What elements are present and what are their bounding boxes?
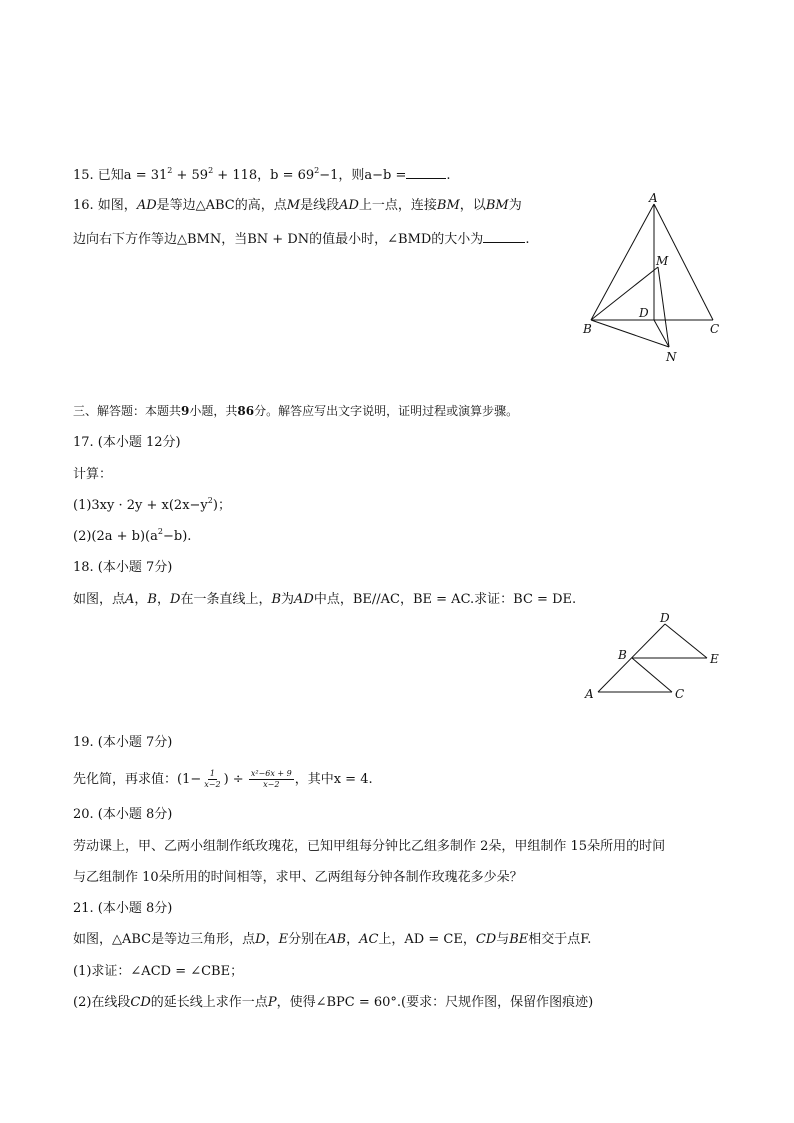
label-n: N [666,350,677,364]
segment-ab [591,204,654,320]
label-c: C [675,687,685,701]
label-c: C [710,322,720,336]
label-d: D [639,306,649,320]
answer-blank-16 [483,230,525,243]
label-d: D [660,611,670,625]
question-21-item-2: (2)在线段CD的延长线上求作一点P，使得∠BPC = 60°.(要求：尺规作图，保留作图痕迹) [73,995,594,1010]
question-16-line-2: 边向右下方作等边△BMN，当BN + DN的值最小时，∠BMD的大小为 . [73,232,530,247]
question-20-line-2: 与乙组制作 10朵所用的时间相等，求甲、乙两组每分钟各制作玫瑰花多少朵？ [73,870,523,885]
question-16-line-1: 16. 如图，AD是等边△ABC的高，点M是线段AD上一点，连接BM，以BM为 [73,198,522,213]
section-3-header: 三、解答题：本题共9小题，共86分。解答应写出文字说明，证明过程或演算步骤。 [73,404,519,418]
question-18-text: 如图，点A，B，D在一条直线上，B为AD中点，BE//AC，BE = AC.求证：BC = DE. [73,592,577,607]
answer-blank-15 [406,166,446,179]
question-21-text: 如图，△ABC是等边三角形，点D，E分别在AB，AC上，AD = CE，CD与BE相交于点F. [73,932,592,947]
label-b: B [583,322,592,336]
question-20-head: 20. (本小题 8分) [73,807,173,822]
figure-q16 [578,192,728,367]
figure-q18 [580,608,730,703]
question-17-item-1: $(1)3xy \cdot 2y + x(2x-y^2)$； [73,495,231,513]
question-19-head: 19. (本小题 7分) [73,735,173,750]
question-17-item-2: $(2)(2a + b)(a^2-b)$. [73,526,192,544]
segment-mn [658,267,669,347]
question-21-item-1: (1)求证：∠ACD = ∠CBE； [73,964,244,979]
question-17-intro: 计算： [73,467,113,482]
label-m: M [656,254,669,268]
segment-bc [632,658,672,692]
question-21-head: 21. (本小题 8分) [73,901,173,916]
fraction-2: $\frac{\text{x²−6x + 9}}{x-2}$ [250,769,292,789]
question-20-line-1: 劳动课上，甲、乙两小组制作纸玫瑰花，已知甲组每分钟比乙组多制作 2朵，甲组制作 15朵所用的时间 [73,839,666,854]
label-a: A [649,192,658,205]
label-e: E [710,652,719,666]
question-15: 15. 已知$a = 31^2 + 59^2 + 118$，$b = 69^2-1$，则a−b = . [73,165,451,183]
question-18-head: 18. (本小题 7分) [73,560,173,575]
question-19-text: 先化简，再求值：(1− $\frac{1}{x-2}$ ) ÷ $\frac{\text{x²−6x + 9}}{x-2}$ ，其中x = 4. [73,769,373,789]
label-a: A [585,687,594,701]
segment-bn [591,320,669,347]
label-b: B [618,648,627,662]
segment-de [665,624,707,658]
question-17-head: 17. (本小题 12分) [73,435,181,450]
fraction-1: $\frac{1}{x-2}$ [204,769,221,789]
